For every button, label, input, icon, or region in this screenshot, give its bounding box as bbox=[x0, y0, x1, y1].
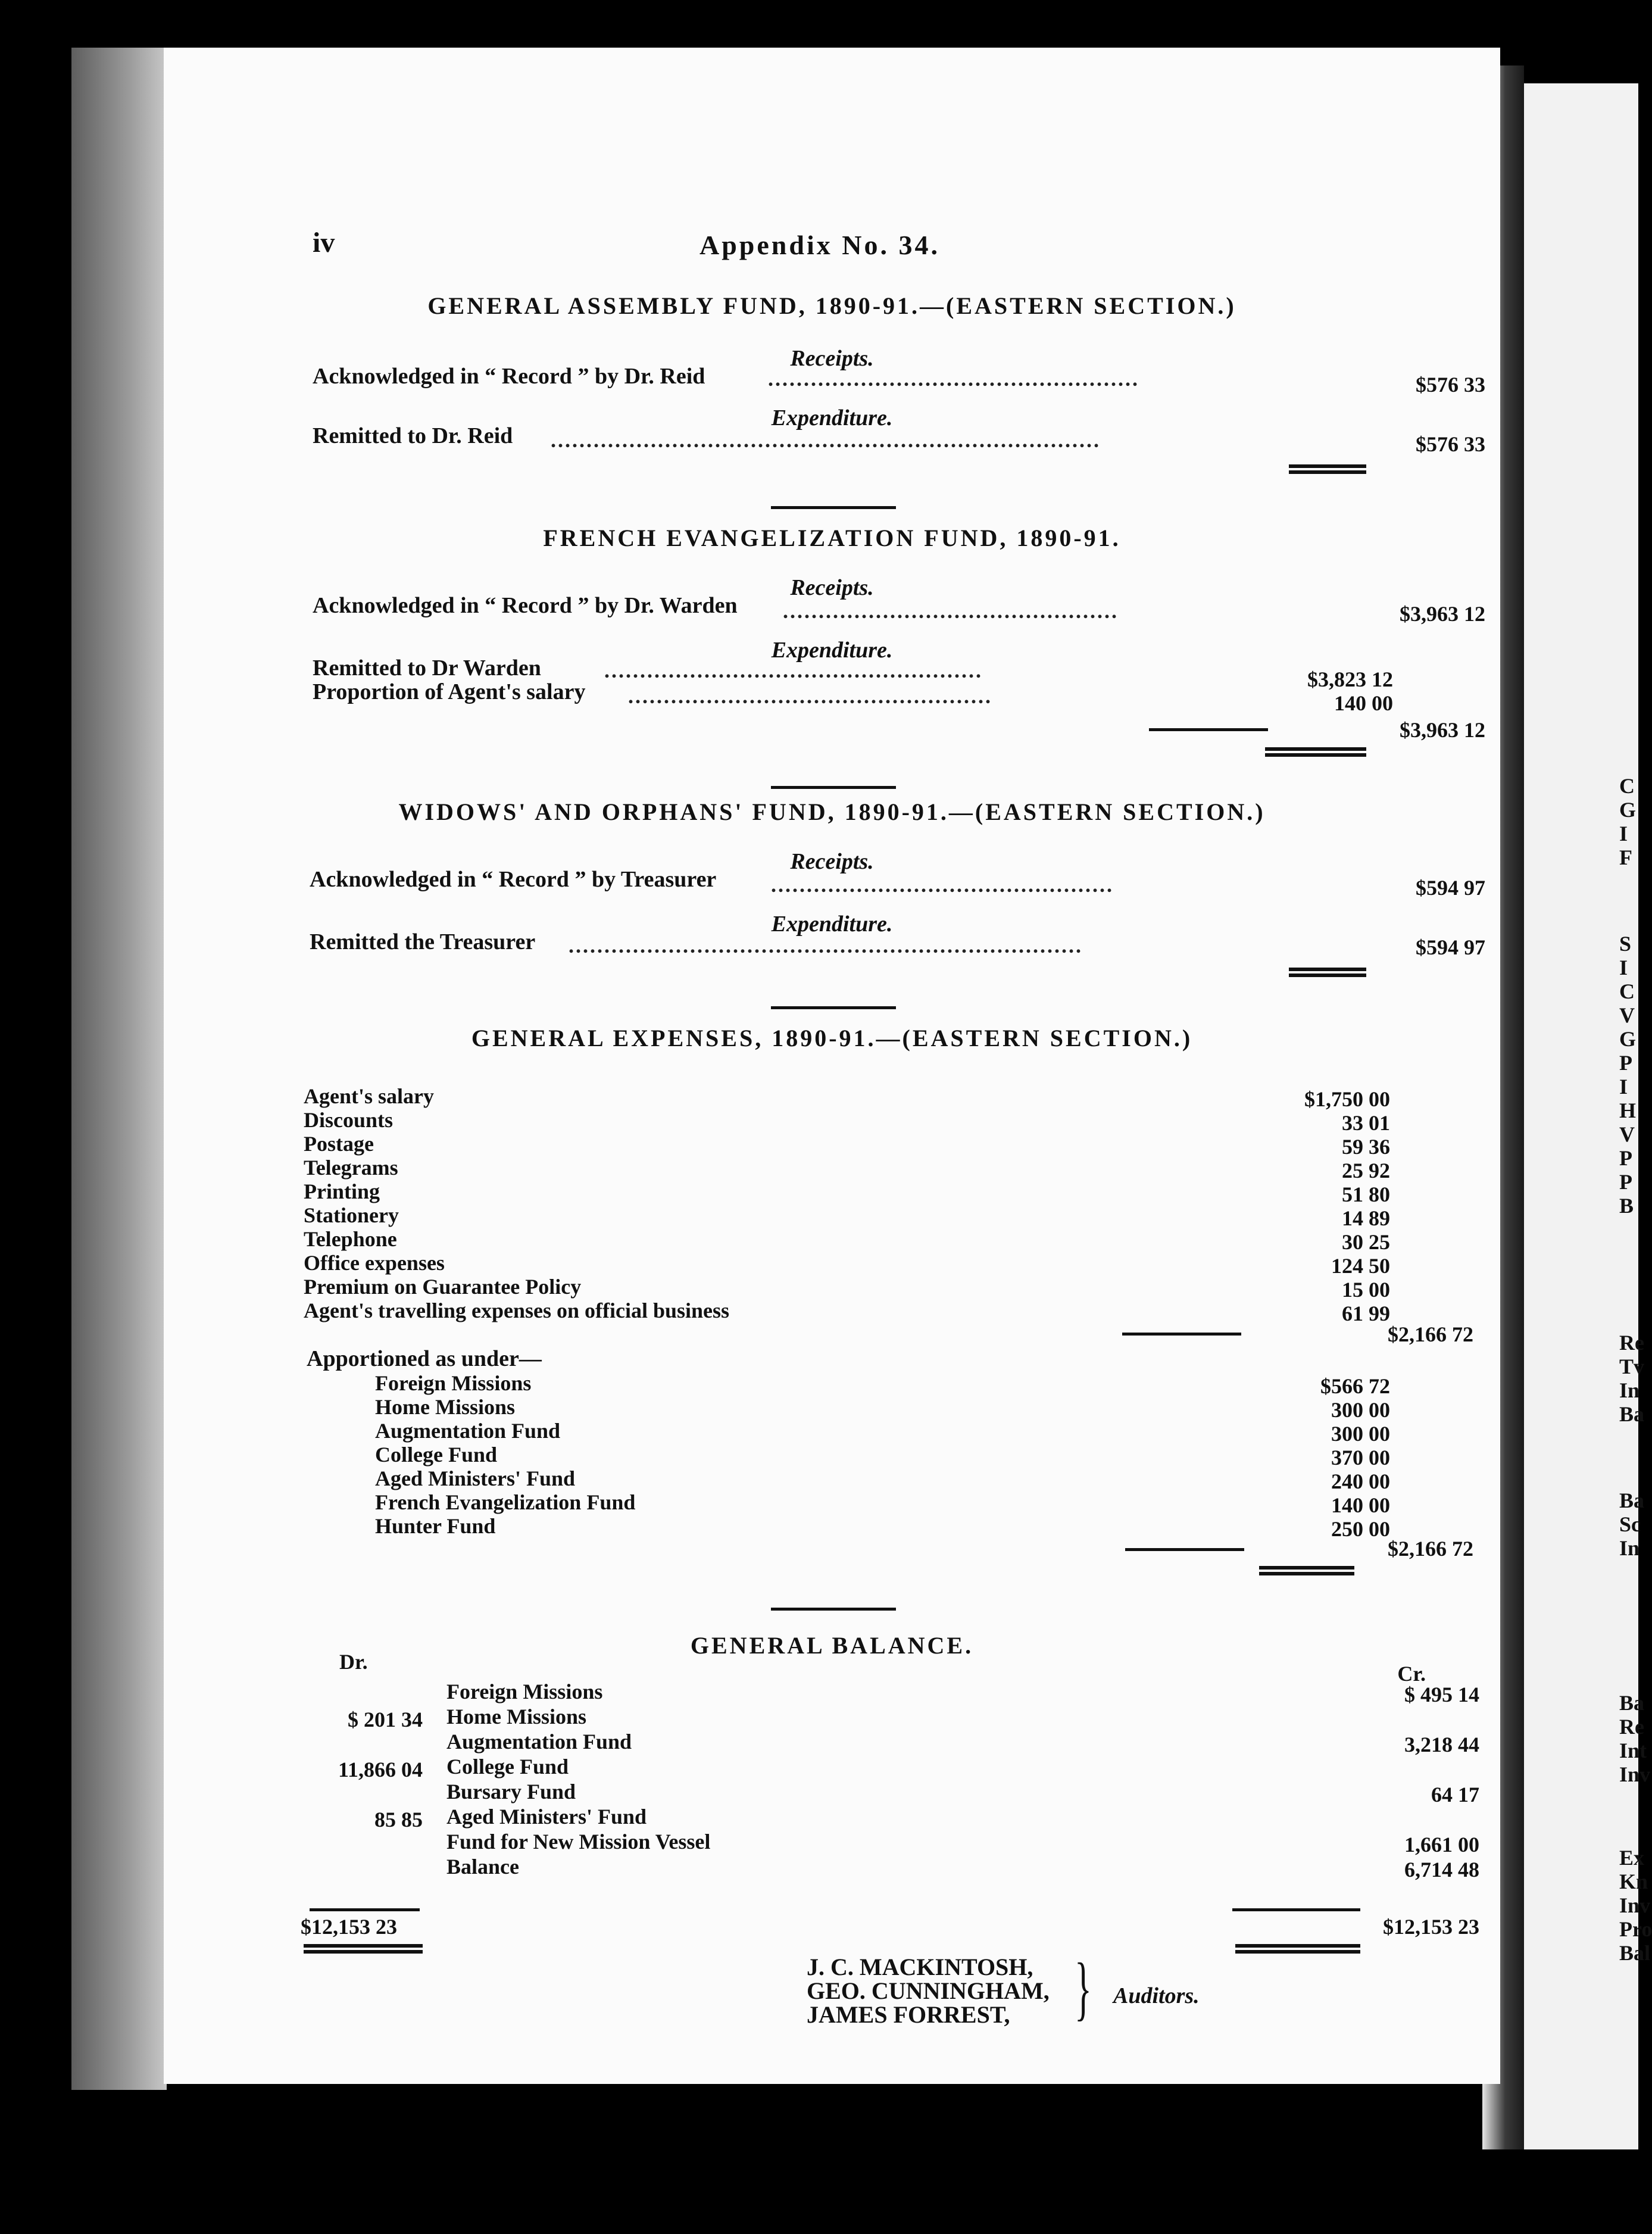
expense-item-amount: 25 92 bbox=[1342, 1159, 1390, 1182]
edge-letters-group bbox=[1619, 1691, 1650, 1786]
debit-total: $12,153 23 bbox=[301, 1915, 397, 1939]
leader-dots: ............................................... bbox=[783, 599, 1119, 623]
edge-letter: Re bbox=[1619, 1331, 1644, 1355]
edge-letter: Kn bbox=[1619, 1870, 1648, 1893]
document-page bbox=[164, 48, 1500, 2084]
edge-letter: G bbox=[1619, 798, 1637, 822]
apportioned-item-amount: 300 00 bbox=[1331, 1422, 1390, 1446]
expense-item-label: Telegrams bbox=[304, 1156, 398, 1180]
subtotal-rule bbox=[1149, 728, 1268, 731]
expense-item-amount: 59 36 bbox=[1342, 1135, 1390, 1159]
double-rule bbox=[1235, 1944, 1360, 1954]
edge-letter: P bbox=[1619, 1146, 1632, 1170]
double-rule bbox=[304, 1944, 423, 1954]
expenditure-label: Expenditure. bbox=[771, 405, 893, 430]
edge-letter: Inv bbox=[1619, 1762, 1651, 1786]
double-rule bbox=[1289, 968, 1366, 977]
edge-letter: P bbox=[1619, 1051, 1632, 1075]
page-number: iv bbox=[313, 227, 335, 258]
receipts-label: Receipts. bbox=[790, 575, 874, 600]
edge-letter: Int bbox=[1619, 1739, 1647, 1762]
apportioned-item-label: College Fund bbox=[375, 1443, 498, 1467]
edge-letters-group bbox=[1619, 1331, 1644, 1426]
expense-item-amount: $1,750 00 bbox=[1304, 1087, 1390, 1111]
expenditure-text: Remitted the Treasurer bbox=[310, 929, 536, 954]
receipts-label: Receipts. bbox=[790, 849, 874, 874]
expenditure-label: Expenditure. bbox=[771, 912, 893, 937]
edge-letter: Sc bbox=[1619, 1512, 1641, 1536]
edge-letter: In bbox=[1619, 1378, 1640, 1402]
balance-account-label: Bursary Fund bbox=[446, 1780, 576, 1804]
edge-letter: In bbox=[1619, 1536, 1640, 1560]
leader-dots: ................................................ bbox=[771, 873, 1114, 897]
edge-letter: Ba bbox=[1619, 1489, 1645, 1512]
debit-header: Dr. bbox=[339, 1650, 368, 1674]
apportioned-total: $2,166 72 bbox=[1388, 1537, 1473, 1561]
subtotal-rule bbox=[1232, 1908, 1360, 1911]
balance-account-label: Aged Ministers' Fund bbox=[446, 1805, 647, 1829]
edge-letters-group bbox=[1619, 774, 1636, 869]
edge-letter: Inv bbox=[1619, 1893, 1651, 1917]
section-title: GENERAL EXPENSES, 1890-91.—(EASTERN SECTION.) bbox=[471, 1025, 1193, 1052]
section-title: GENERAL BALANCE. bbox=[690, 1632, 974, 1659]
expense-item-label: Postage bbox=[304, 1132, 374, 1156]
expense-item-amount: 124 50 bbox=[1331, 1254, 1390, 1278]
auditor-name: J. C. MACKINTOSH, bbox=[807, 1954, 1033, 1980]
apportioned-item-label: Augmentation Fund bbox=[375, 1419, 561, 1443]
expense-item-label: Agent's travelling expenses on official business bbox=[304, 1299, 730, 1322]
receipt-text: Acknowledged in “ Record ” by Dr. Warden bbox=[313, 593, 738, 618]
apportioned-item-amount: 240 00 bbox=[1331, 1469, 1390, 1493]
apportioned-item-label: Home Missions bbox=[375, 1395, 516, 1419]
edge-letter: Ex bbox=[1619, 1846, 1645, 1870]
total-amount: $3,963 12 bbox=[1400, 718, 1485, 742]
expenditure-amount: $594 97 bbox=[1416, 935, 1485, 959]
expense-item-amount: $3,823 12 bbox=[1307, 667, 1393, 691]
apportioned-item-label: Hunter Fund bbox=[375, 1514, 496, 1538]
double-rule bbox=[1265, 747, 1366, 757]
edge-letter: P bbox=[1619, 1170, 1632, 1194]
double-rule bbox=[1259, 1566, 1354, 1575]
expenditure-text: Remitted to Dr. Reid bbox=[313, 423, 513, 448]
edge-letter: C bbox=[1619, 979, 1635, 1003]
apportioned-item-amount: 370 00 bbox=[1331, 1446, 1390, 1469]
apportioned-item-amount: 250 00 bbox=[1331, 1517, 1390, 1541]
edge-letter: I bbox=[1619, 956, 1628, 979]
subtotal-rule bbox=[1125, 1548, 1244, 1551]
expense-item-label: Remitted to Dr Warden bbox=[313, 656, 541, 681]
expense-item-label: Printing bbox=[304, 1180, 380, 1203]
edge-letter: C bbox=[1619, 774, 1635, 798]
edge-letter: Bal bbox=[1619, 1941, 1651, 1965]
expenditure-label: Expenditure. bbox=[771, 638, 893, 663]
section-title: WIDOWS' AND ORPHANS' FUND, 1890-91.—(EASTERN SECTION.) bbox=[398, 798, 1266, 825]
section-separator bbox=[771, 506, 896, 509]
credit-amount: 3,218 44 bbox=[1404, 1733, 1479, 1756]
auditor-name: JAMES FORREST, bbox=[807, 2001, 1010, 2028]
credit-amount: $ 495 14 bbox=[1404, 1683, 1479, 1706]
section-title: GENERAL ASSEMBLY FUND, 1890-91.—(EASTERN SECTION.) bbox=[427, 292, 1236, 319]
leader-dots: ..................................................... bbox=[604, 659, 983, 682]
balance-account-label: Home Missions bbox=[446, 1705, 587, 1728]
brace-glyph: } bbox=[1075, 1948, 1092, 2027]
edge-letters-group bbox=[1619, 1846, 1652, 1965]
book-spine bbox=[71, 48, 167, 2090]
receipt-amount: $3,963 12 bbox=[1400, 602, 1485, 626]
apportioned-item-amount: $566 72 bbox=[1320, 1374, 1390, 1398]
credit-header: Cr. bbox=[1397, 1662, 1426, 1686]
edge-letter: Ba bbox=[1619, 1402, 1645, 1426]
edge-letter: Re bbox=[1619, 1715, 1644, 1739]
section-separator bbox=[771, 1006, 896, 1009]
balance-account-label: College Fund bbox=[446, 1755, 569, 1779]
receipt-text: Acknowledged in “ Record ” by Treasurer bbox=[310, 867, 717, 892]
expense-item-label: Premium on Guarantee Policy bbox=[304, 1275, 582, 1299]
expense-item-amount: 30 25 bbox=[1342, 1230, 1390, 1254]
apportioned-item-label: Aged Ministers' Fund bbox=[375, 1467, 576, 1490]
edge-letter: V bbox=[1619, 1003, 1635, 1027]
balance-account-label: Augmentation Fund bbox=[446, 1730, 632, 1753]
edge-letter: S bbox=[1619, 932, 1632, 956]
section-title: FRENCH EVANGELIZATION FUND, 1890-91. bbox=[543, 525, 1121, 551]
expense-item-label: Stationery bbox=[304, 1203, 399, 1227]
credit-amount: 1,661 00 bbox=[1404, 1833, 1479, 1857]
debit-amount: 85 85 bbox=[374, 1808, 423, 1831]
edge-letters-group bbox=[1619, 932, 1636, 1218]
appendix-title: Appendix No. 34. bbox=[699, 230, 940, 260]
receipt-amount: $576 33 bbox=[1416, 373, 1485, 397]
edge-letter: Tv bbox=[1619, 1355, 1645, 1378]
expense-item-amount: 33 01 bbox=[1342, 1111, 1390, 1135]
edge-letter: F bbox=[1619, 845, 1632, 869]
expense-item-label: Telephone bbox=[304, 1227, 397, 1251]
edge-letter: Ba bbox=[1619, 1691, 1645, 1715]
section-separator bbox=[771, 786, 896, 789]
auditors-label: Auditors. bbox=[1113, 1983, 1200, 2008]
apportioned-item-amount: 300 00 bbox=[1331, 1398, 1390, 1422]
expense-item-amount: 14 89 bbox=[1342, 1206, 1390, 1230]
expenditure-amount: $576 33 bbox=[1416, 432, 1485, 456]
apportioned-item-label: Foreign Missions bbox=[375, 1371, 532, 1395]
expenses-total: $2,166 72 bbox=[1388, 1322, 1473, 1346]
edge-letters-group bbox=[1619, 1489, 1644, 1560]
section-separator bbox=[771, 1608, 896, 1611]
credit-amount: 6,714 48 bbox=[1404, 1858, 1479, 1882]
debit-amount: $ 201 34 bbox=[348, 1708, 423, 1731]
edge-letter: V bbox=[1619, 1122, 1635, 1146]
leader-dots: .................................................... bbox=[768, 367, 1139, 391]
subtotal-rule bbox=[310, 1908, 420, 1911]
expense-item-label: Office expenses bbox=[304, 1251, 445, 1275]
balance-account-label: Balance bbox=[446, 1855, 519, 1879]
edge-letter: G bbox=[1619, 1027, 1637, 1051]
credit-total: $12,153 23 bbox=[1383, 1915, 1479, 1939]
subtotal-rule bbox=[1122, 1333, 1241, 1336]
balance-account-label: Fund for New Mission Vessel bbox=[446, 1830, 711, 1854]
expense-item-amount: 15 00 bbox=[1342, 1278, 1390, 1302]
edge-letter: H bbox=[1619, 1099, 1637, 1122]
expense-item-amount: 61 99 bbox=[1342, 1302, 1390, 1325]
expense-item-amount: 51 80 bbox=[1342, 1182, 1390, 1206]
apportioned-item-label: French Evangelization Fund bbox=[375, 1490, 636, 1514]
apportioned-item-amount: 140 00 bbox=[1331, 1493, 1390, 1517]
apportioned-label: Apportioned as under— bbox=[307, 1346, 542, 1371]
leader-dots: ................................................... bbox=[628, 684, 992, 708]
expense-item-label: Discounts bbox=[304, 1108, 394, 1132]
leader-dots: ............................................................................. bbox=[551, 428, 1101, 452]
debit-amount: 11,866 04 bbox=[338, 1758, 423, 1781]
receipt-amount: $594 97 bbox=[1416, 876, 1485, 900]
edge-letter: I bbox=[1619, 822, 1628, 845]
credit-amount: 64 17 bbox=[1431, 1783, 1479, 1806]
leader-dots: ........................................................................ bbox=[569, 934, 1083, 957]
expense-item-label: Agent's salary bbox=[304, 1084, 434, 1108]
receipts-label: Receipts. bbox=[790, 346, 874, 371]
expense-item-label: Proportion of Agent's salary bbox=[313, 679, 586, 704]
expense-item-amount: 140 00 bbox=[1334, 691, 1393, 715]
edge-letter: I bbox=[1619, 1075, 1628, 1099]
balance-account-label: Foreign Missions bbox=[446, 1680, 603, 1703]
receipt-text: Acknowledged in “ Record ” by Dr. Reid bbox=[313, 364, 705, 389]
double-rule bbox=[1289, 464, 1366, 474]
edge-letter: B bbox=[1619, 1194, 1634, 1218]
auditor-name: GEO. CUNNINGHAM, bbox=[807, 1977, 1050, 2004]
edge-letter: Pro bbox=[1619, 1917, 1652, 1941]
